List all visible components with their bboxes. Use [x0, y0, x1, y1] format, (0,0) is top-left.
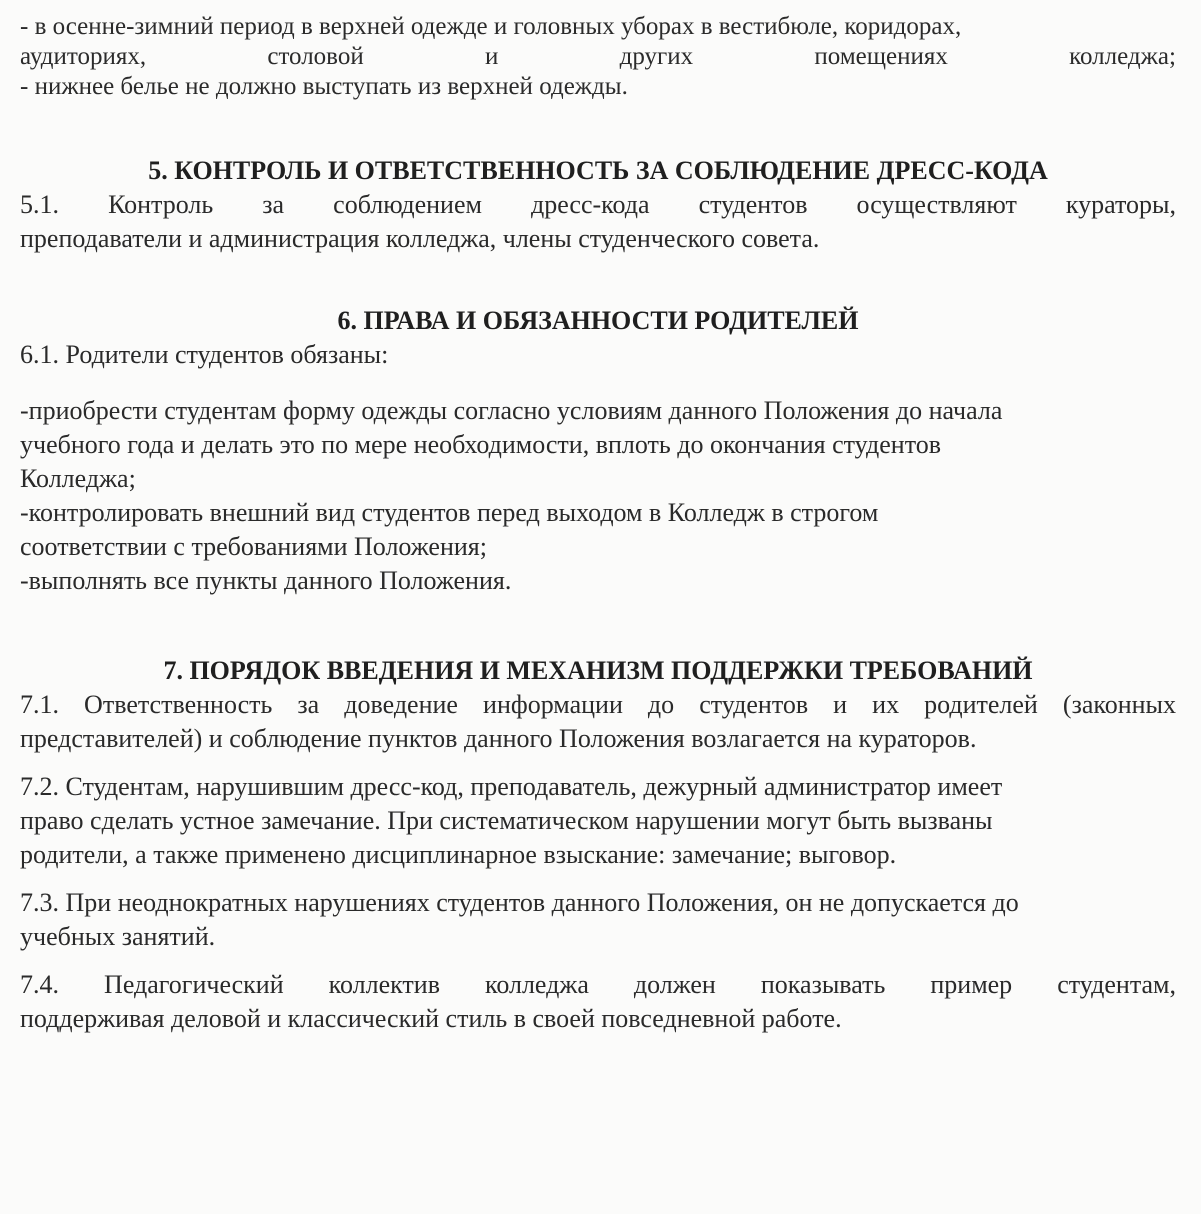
intro-block	[20, 12, 1177, 102]
section-heading: 7. ПОРЯДОК ВВЕДЕНИЯ И МЕХАНИЗМ ПОДДЕРЖКИ ТРЕБОВАНИЙ	[163, 656, 1033, 685]
intro-word: колледжа;	[1069, 43, 1176, 70]
paragraph-line: поддерживая деловой и классический стиль в своей повседневной работе.	[20, 1004, 842, 1033]
section6-list-line: -приобрести студентам форму одежды согласно условиям данного Положения до начала	[20, 396, 1003, 425]
paragraph-line: представителей) и соблюдение пунктов данного Положения возлагается на кураторов.	[20, 724, 977, 753]
spacer	[20, 256, 1177, 304]
paragraph-line: 7.2. Студентам, нарушившим дресс-код, преподаватель, дежурный администратор имеет	[20, 772, 1003, 801]
section-7	[20, 654, 1177, 1036]
paragraph-line: 7.3. При неоднократных нарушениях студентов данного Положения, он не допускается до	[20, 888, 1019, 917]
section7-paragraph-1	[20, 688, 1177, 756]
section6-list-line: Колледжа;	[20, 464, 136, 493]
spacer	[20, 954, 1177, 968]
section6-list-line: -контролировать внешний вид студентов перед выходом в Колледж в строгом	[20, 498, 879, 527]
section-heading: 6. ПРАВА И ОБЯЗАННОСТИ РОДИТЕЛЕЙ	[337, 306, 859, 335]
intro-word: аудиториях,	[20, 43, 147, 70]
spacer	[20, 756, 1177, 770]
section5-para-line-1	[20, 188, 1176, 222]
section-heading: 5. КОНТРОЛЬ И ОТВЕТСТВЕННОСТЬ ЗА СОБЛЮДЕНИЕ ДРЕСС-КОДА	[148, 156, 1048, 185]
paragraph-line: учебных занятий.	[20, 922, 216, 951]
spacer	[20, 598, 1177, 654]
spacer	[20, 872, 1177, 886]
intro-word: помещениях	[814, 43, 948, 70]
section-6	[20, 304, 1177, 598]
spacer	[20, 102, 1177, 154]
section6-item-1: 6.1. Родители студентов обязаны:	[20, 340, 389, 369]
intro-line-2	[20, 42, 1176, 72]
intro-line-3: - нижнее белье не должно выступать из верхней одежды.	[20, 73, 628, 100]
p1-line1: 5.1. Контроль за соблюдением дресс-кода студентов осуществляют кураторы,	[20, 190, 1176, 219]
paragraph-line: родители, а также применено дисциплинарное взыскание: замечание; выговор.	[20, 840, 897, 869]
intro-word: других	[619, 43, 694, 70]
spacer	[20, 372, 1177, 394]
section6-list-line: соответствии с требованиями Положения;	[20, 532, 487, 561]
paragraph-line: 7.4. Педагогический коллектив колледжа должен показывать пример студентам,	[20, 970, 1176, 999]
section7-paragraph-3	[20, 886, 1177, 954]
section6-list-line: -выполнять все пункты данного Положения.	[20, 566, 512, 595]
section-5	[20, 154, 1177, 256]
section7-paragraph-2	[20, 770, 1177, 872]
paragraph-line: право сделать устное замечание. При систематическом нарушении могут быть вызваны	[20, 806, 993, 835]
intro-word: и	[484, 43, 499, 70]
section5-para-line-2: преподаватели и администрация колледжа, члены студенческого совета.	[20, 224, 820, 253]
paragraph-line: 7.1. Ответственность за доведение информации до студентов и их родителей (законных	[20, 690, 1176, 719]
section6-list-line: учебного года и делать это по мере необходимости, вплоть до окончания студентов	[20, 430, 941, 459]
intro-word: столовой	[267, 43, 364, 70]
intro-line-1: - в осенне-зимний период в верхней одежде и головных уборах в вестибюле, коридорах,	[20, 13, 962, 40]
section7-paragraph-4	[20, 968, 1177, 1036]
